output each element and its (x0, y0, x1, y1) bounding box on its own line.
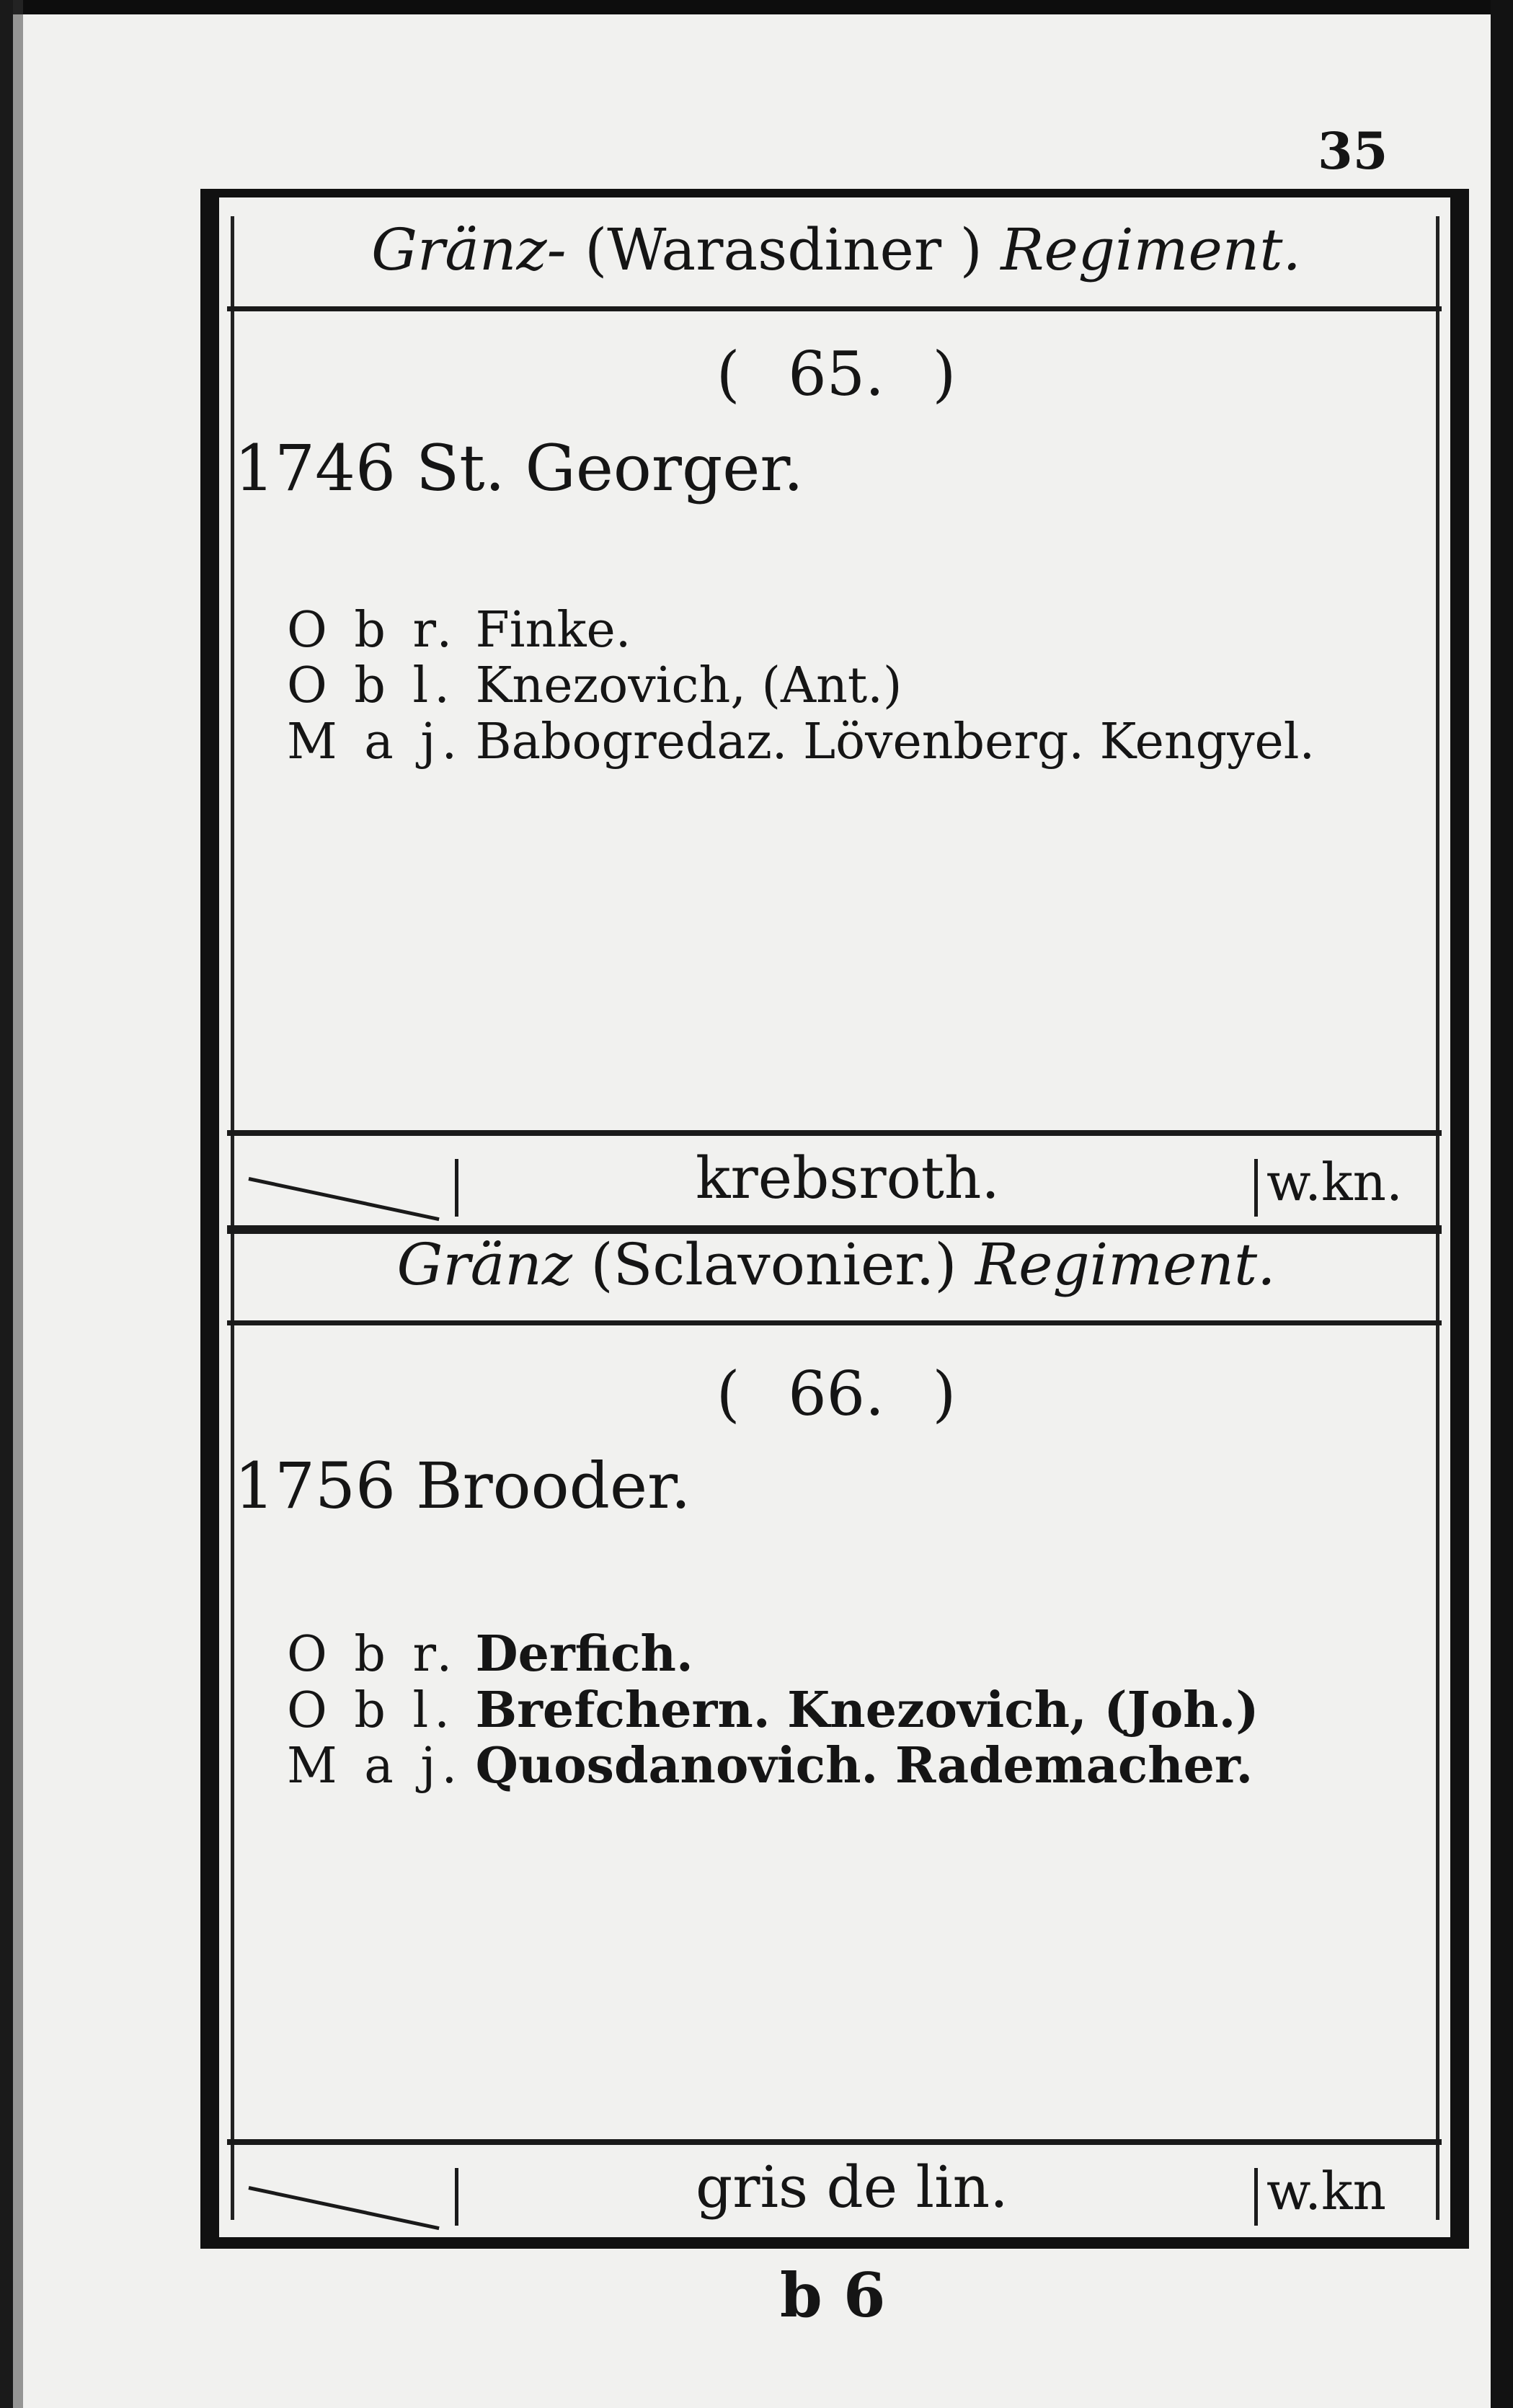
officer-rank: M a j. (287, 714, 463, 770)
officer-names: Brefchern. Knezovich, (Joh.) (475, 1681, 1259, 1739)
footer-top-rule (227, 1130, 1442, 1136)
officer-names: Derfich. (475, 1625, 693, 1683)
title-region: (Sclavonier.) (590, 1231, 957, 1298)
officer-names: Babogredaz. Lövenberg. Kengyel. (475, 714, 1315, 770)
regiment-name: St. Georger. (415, 431, 804, 505)
footer-divider (455, 1159, 458, 1217)
title-regiment: Regiment. (1000, 216, 1301, 283)
regiment-title (216, 216, 1456, 283)
scan-top-edge (0, 0, 1513, 14)
officer-rank: O b l. (287, 1682, 456, 1739)
signature-mark: b 6 (780, 2260, 886, 2331)
slash-mark (248, 1177, 439, 1221)
officer-rank: O b l. (287, 657, 456, 714)
title-rule (227, 1320, 1442, 1325)
title-regiment: Regiment. (975, 1231, 1276, 1298)
regiment-founding (234, 431, 804, 505)
title-gränz: Gränz- (371, 216, 567, 283)
officer-names: Finke. (475, 602, 631, 659)
regiment-number: ( 65. ) (716, 339, 957, 409)
facing-color: gris de lin. (696, 2154, 1008, 2221)
title-region: (Warasdiner ) (585, 216, 982, 283)
officer-rank: O b r. (287, 602, 458, 659)
button-type: w.kn. (1266, 1152, 1403, 1212)
button-type: w.kn (1266, 2161, 1386, 2221)
officer-row (287, 1737, 1253, 1795)
regiment-founding (234, 1449, 691, 1523)
footer-divider (1254, 1159, 1258, 1217)
regiment-number: ( 66. ) (716, 1359, 957, 1429)
footer-divider (455, 2168, 458, 2226)
founding-year: 1746 (234, 431, 396, 505)
scan-left-shadow (13, 0, 23, 2408)
slash-mark (248, 2186, 439, 2230)
title-rule (227, 306, 1442, 311)
facing-color: krebsroth. (696, 1145, 1000, 1212)
page-number: 35 (1318, 121, 1388, 181)
regiment-title (216, 1231, 1456, 1298)
footer-top-rule (227, 2139, 1442, 2145)
frame-inner-right-rule (1436, 216, 1439, 2220)
scan-right-edge (1491, 0, 1513, 2408)
title-gränz: Gränz (396, 1231, 572, 1298)
officer-names: Quosdanovich. Rademacher. (475, 1737, 1254, 1795)
officer-names: Knezovich, (Ant.) (475, 657, 902, 714)
frame-inner-left-rule (231, 216, 234, 2220)
officer-row (287, 657, 902, 714)
footer-divider (1254, 2168, 1258, 2226)
regiment-footer (234, 1137, 1445, 1217)
officer-row (287, 1681, 1259, 1739)
officer-row (287, 714, 1315, 770)
scan-left-edge (0, 0, 13, 2408)
officer-row (287, 602, 631, 659)
officer-rank: O b r. (287, 1626, 458, 1683)
officer-row (287, 1625, 693, 1683)
founding-year: 1756 (234, 1449, 396, 1523)
officer-rank: M a j. (287, 1738, 463, 1795)
regiment-footer (234, 2146, 1445, 2226)
regiment-name: Brooder. (415, 1449, 691, 1523)
